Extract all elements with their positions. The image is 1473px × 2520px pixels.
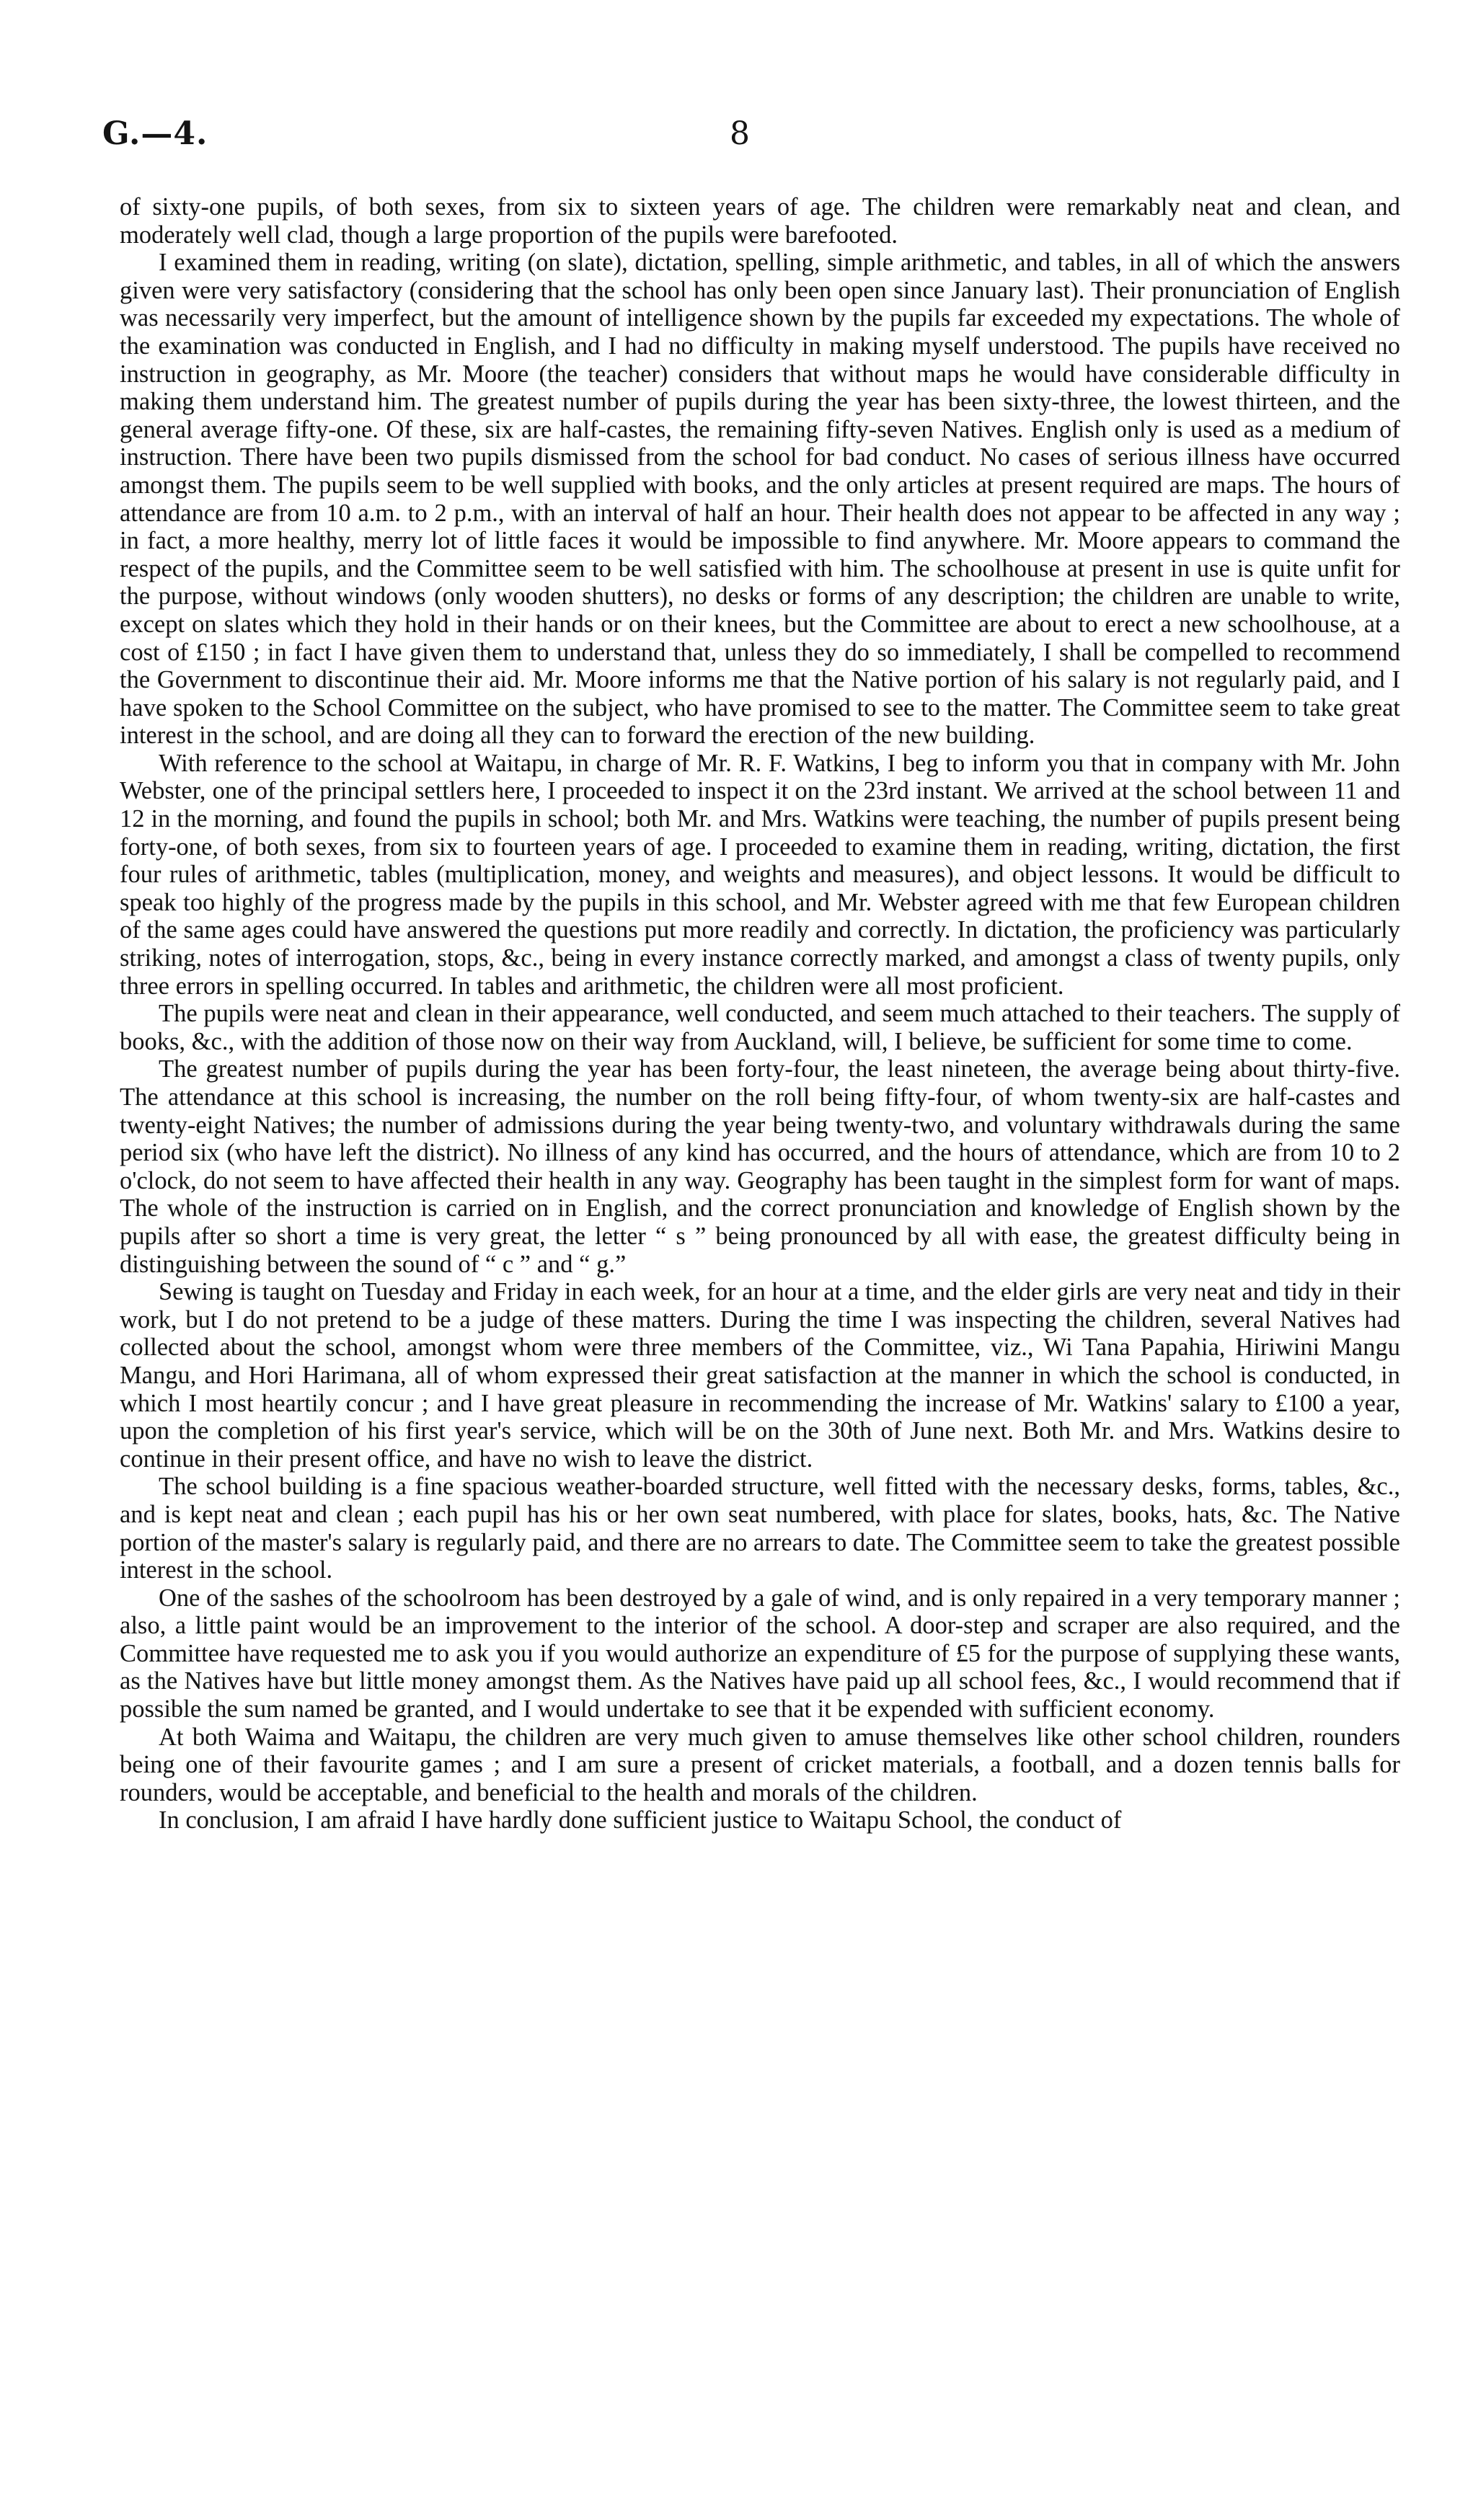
paragraph: The pupils were neat and clean in their appearance, well conducted, and seem much attached to their teachers. The supply of books, &c., with the addition of those now on their way from Auckland, will, I believe, be sufficient for some time to come. [120,1000,1400,1055]
paragraph: At both Waima and Waitapu, the children are very much given to amuse themselves like other school children, rounders being one of their favourite games ; and I am sure a present of cricket materials, a football, and a dozen tennis balls for rounders, would be acceptable, and beneficial to the health and morals of the children. [120,1723,1400,1806]
paragraph: In conclusion, I am afraid I have hardly done sufficient justice to Waitapu School, the conduct of [159,1806,1122,1834]
paragraph: Sewing is taught on Tuesday and Friday in each week, for an hour at a time, and the elder girls are very neat and tidy in their work, but I do not pretend to be a judge of these matters. During the time I was inspecting the children, several Natives had collected about the school, amongst whom were three members of the Committee, viz., Wi Tana Papahia, Hiriwini Mangu Mangu, and Hori Harimana, all of whom expressed their great satisfaction at the manner in which the school is conducted, in which I most heartily concur ; and I have great pleasure in recommending the increase of Mr. Watkins' salary to £100 a year, upon the completion of his first year's service, which will be on the 30th of June next. Both Mr. and Mrs. Watkins desire to continue in their present office, and have no wish to leave the district. [120,1278,1400,1473]
paragraph: The greatest number of pupils during the year has been forty-four, the least nineteen, the average being about thirty-five. The attendance at this school is increasing, the number on the roll being fifty-four, of whom twenty-six are half-castes and twenty-eight Natives; the number of admissions during the year being twenty-two, and voluntary withdrawals during the same period six (who have left the district). No illness of any kind has occurred, and the hours of attendance, which are from 10 to 2 o'clock, do not seem to have affected their health in any way. Geography has been taught in the simplest form for want of maps. The whole of the instruction is carried on in English, and the correct pronunciation and knowledge of English shown by the pupils after so short a time is very great, the letter “ s ” being pronounced by all with ease, the greatest difficulty being in distinguishing between the sound of “ c ” and “ g.” [120,1055,1400,1278]
page-number: 8 [730,115,750,152]
page-header [102,115,1400,166]
paragraph: The school building is a fine spacious weather-boarded structure, well fitted with the necessary desks, forms, tables, &c., and is kept neat and clean ; each pupil has his or her own seat numbered, with place for slates, books, hats, &c. The Native portion of the master's salary is regularly paid, and there are no arrears to date. The Committee seem to take the greatest possible interest in the school. [120,1473,1400,1584]
paragraph: I examined them in reading, writing (on slate), dictation, spelling, simple arithmetic, and tables, in all of which the answers given were very satisfactory (considering that the school has only been open since January last). Their pronunciation of English was necessarily very imperfect, but the amount of intelligence shown by the pupils far exceeded my expectations. The whole of the examination was conducted in English, and I had no difficulty in making myself understood. The pupils have received no instruction in geography, as Mr. Moore (the teacher) considers that without maps he would have considerable difficulty in making them understand him. The greatest number of pupils during the year has been sixty-three, the lowest thirteen, and the general average fifty-one. Of these, six are half-castes, the remaining fifty-seven Natives. English only is used as a medium of instruction. There have been two pupils dismissed from the school for bad conduct. No cases of serious illness have occurred amongst them. The pupils seem to be well supplied with books, and the only articles at present required are maps. The hours of attendance are from 10 a.m. to 2 p.m., with an interval of half an hour. Their health does not appear to be affected in any way ; in fact, a more healthy, merry lot of little faces it would be impossible to find anywhere. Mr. Moore appears to command the respect of the pupils, and the Committee seem to be well satisfied with him. The schoolhouse at present in use is quite unfit for the purpose, without windows (only wooden shutters), no desks or forms of any description; the children are unable to write, except on slates which they hold in their hands or on their knees, but the Committee are about to erect a new schoolhouse, at a cost of £150 ; in fact I have given them to understand that, unless they do so immediately, I shall be compelled to recommend the Government to discontinue their aid. Mr. Moore informs me that the Native portion of his salary is not regularly paid, and I have spoken to the School Committee on the subject, who have promised to see to the matter. The Committee seem to take great interest in the school, and are doing all they can to forward the erection of the new building. [120,249,1400,750]
paragraph: With reference to the school at Waitapu, in charge of Mr. R. F. Watkins, I beg to inform you that in company with Mr. John Webster, one of the principal settlers here, I proceeded to inspect it on the 23rd instant. We arrived at the school between 11 and 12 in the morning, and found the pupils in school; both Mr. and Mrs. Watkins were teaching, the number of pupils present being forty-one, of both sexes, from six to fourteen years of age. I proceeded to examine them in reading, writing, dictation, the first four rules of arithmetic, tables (multiplication, money, and weights and measures), and object lessons. It would be difficult to speak too highly of the progress made by the pupils in this school, and Mr. Webster agreed with me that few European children of the same ages could have answered the questions put more readily and correctly. In dictation, the proficiency was particularly striking, notes of interrogation, stops, &c., being in every instance correctly marked, and amongst a class of twenty pupils, only three errors in spelling occurred. In tables and arithmetic, the children were all most proficient. [120,749,1400,1000]
body-text [120,193,1400,1834]
paragraph: One of the sashes of the schoolroom has been destroyed by a gale of wind, and is only repaired in a very temporary manner ; also, a little paint would be an improvement to the interior of the school. A door-step and scraper are also required, and the Committee have requested me to ask you if you would authorize an expenditure of £5 for the purpose of supplying these wants, as the Natives have but little money amongst them. As the Natives have paid up all school fees, &c., I would recommend that if possible the sum named be granted, and I would undertake to see that it be expended with sufficient economy. [120,1584,1400,1723]
document-reference: G.—4. [102,115,208,152]
paragraph: of sixty-one pupils, of both sexes, from six to sixteen years of age. The children were remarkably neat and clean, and moderately well clad, though a large proportion of the pupils were barefooted. [120,193,1400,249]
